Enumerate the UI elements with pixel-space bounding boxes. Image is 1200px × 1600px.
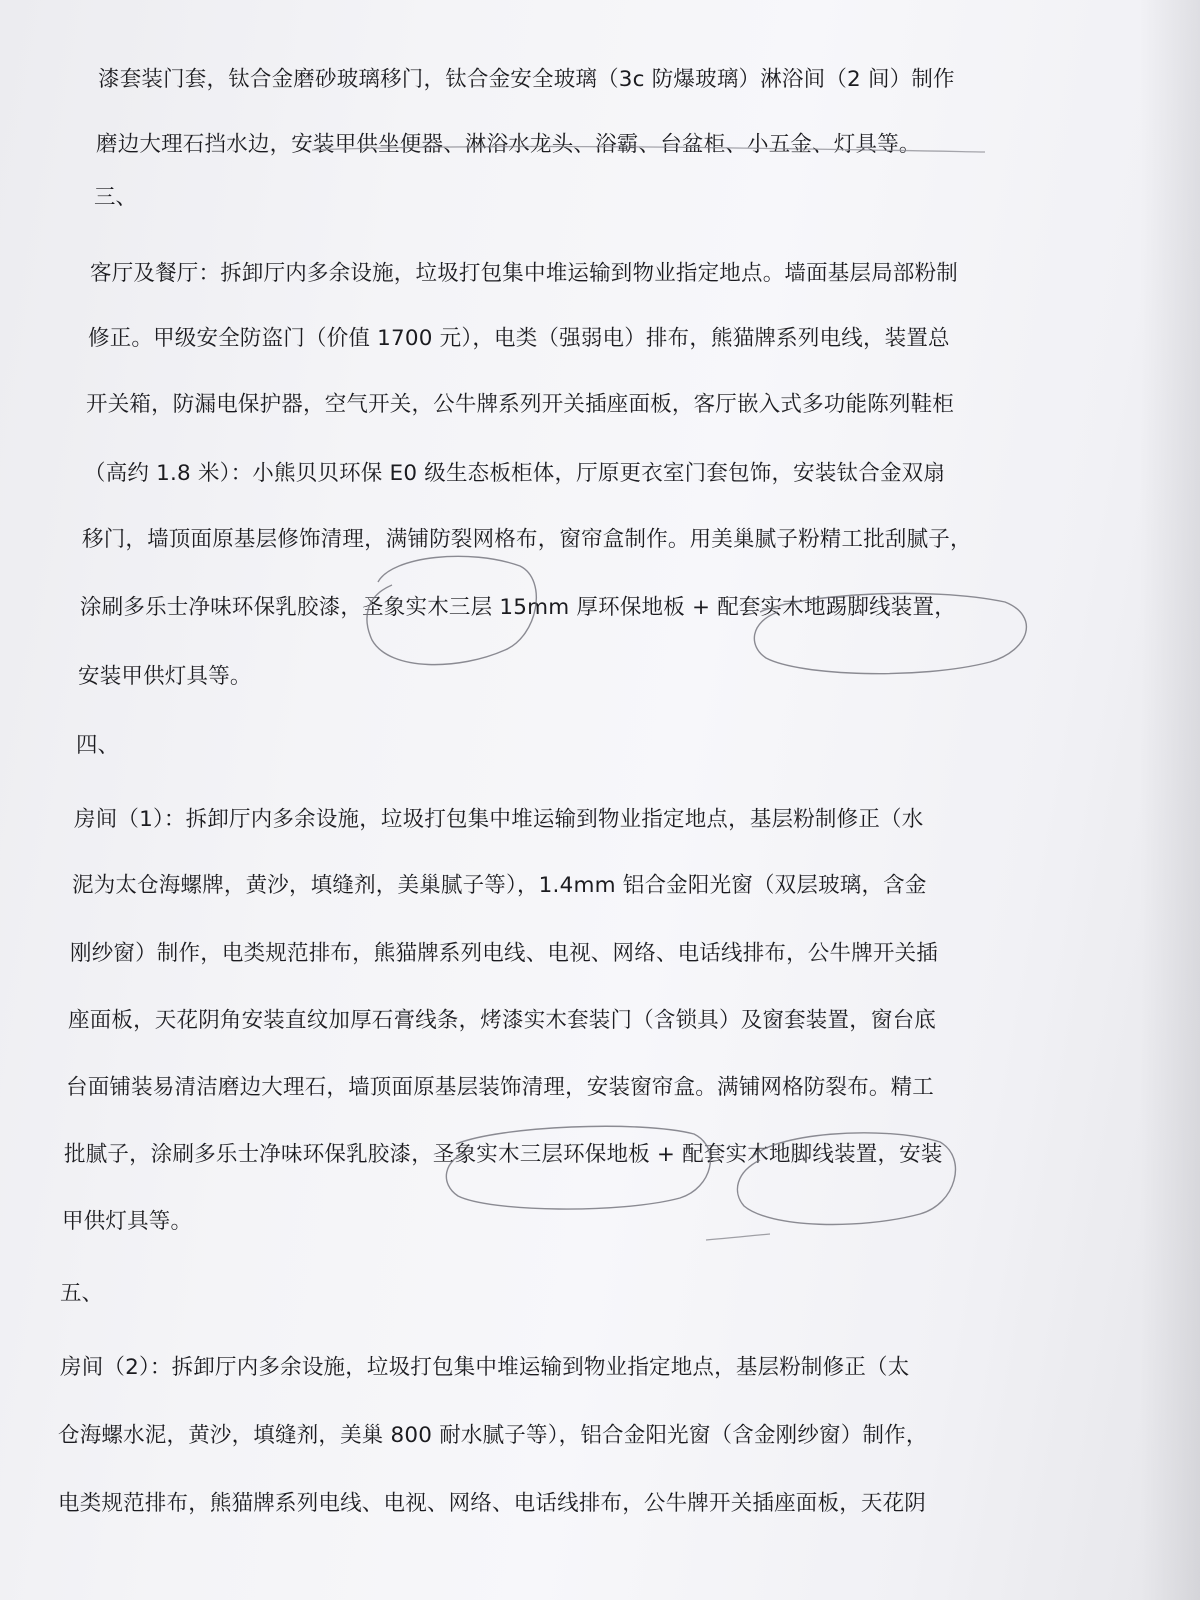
text-line: 磨边大理石挡水边，安装甲供坐便器、淋浴水龙头、浴霸、台盆柜、小五金、灯具等。 [96,132,921,157]
text-line: 修正。甲级安全防盗门（价值 1700 元），电类（强弱电）排布，熊猫牌系列电线，装置总 [88,326,950,351]
text-line: 开关箱，防漏电保护器，空气开关，公牛牌系列开关插座面板，客厅嵌入式多功能陈列鞋柜 [86,392,955,417]
page-shadow [1140,0,1200,1600]
text-line: 电类规范排布，熊猫牌系列电线、电视、网络、电话线排布，公牛牌开关插座面板，天花阴 [58,1491,927,1516]
text-line: 漆套装门套，钛合金磨砂玻璃移门，钛合金安全玻璃（3c 防爆玻璃）淋浴间（2 间）制作 [98,67,955,92]
text-line: （高约 1.8 米）：小熊贝贝环保 E0 级生态板柜体，厅原更衣室门套包饰，安装钛合金双扇 [84,461,946,486]
text-line: 安装甲供灯具等。 [78,664,252,689]
text-line: 仓海螺水泥，黄沙，填缝剂，美巢 800 耐水腻子等），铝合金阳光窗（含金刚纱窗）制作， [58,1423,928,1448]
text-line: 客厅及餐厅：拆卸厅内多余设施，垃圾打包集中堆运输到物业指定地点。墙面基层局部粉制 [90,261,959,286]
text-line: 房间（1）：拆卸厅内多余设施，垃圾打包集中堆运输到物业指定地点，基层粉制修正（水 [74,807,924,832]
text-line: 房间（2）：拆卸厅内多余设施，垃圾打包集中堆运输到物业指定地点，基层粉制修正（太 [60,1355,910,1380]
section-heading-5: 五、 [60,1281,104,1306]
text-line: 泥为太仓海螺牌，黄沙，填缝剂，美巢腻子等），1.4mm 铝合金阳光窗（双层玻璃，含金 [72,873,927,898]
text-line: 刚纱窗）制作，电类规范排布，熊猫牌系列电线、电视、网络、电话线排布，公牛牌开关插 [70,941,939,966]
section-heading-3: 三、 [94,185,138,210]
text-line: 涂刷多乐士净味环保乳胶漆，圣象实木三层 15mm 厚环保地板 + 配套实木地踢脚线装置， [80,595,956,620]
text-line: 座面板，天花阴角安装直纹加厚石膏线条，烤漆实木套装门（含锁具）及窗套装置，窗台底 [68,1008,937,1033]
section-heading-4: 四、 [76,733,120,758]
text-line: 移门，墙顶面原基层修饰清理，满铺防裂网格布，窗帘盒制作。用美巢腻子粉精工批刮腻子， [82,527,972,552]
pencil-stroke [706,1234,770,1240]
text-line: 甲供灯具等。 [62,1209,193,1234]
text-line: 台面铺装易清洁磨边大理石，墙顶面原基层装饰清理，安装窗帘盒。满铺网格防裂布。精工 [66,1075,935,1100]
text-line: 批腻子，涂刷多乐士净味环保乳胶漆，圣象实木三层环保地板 + 配套实木地脚线装置，安装 [64,1142,943,1167]
